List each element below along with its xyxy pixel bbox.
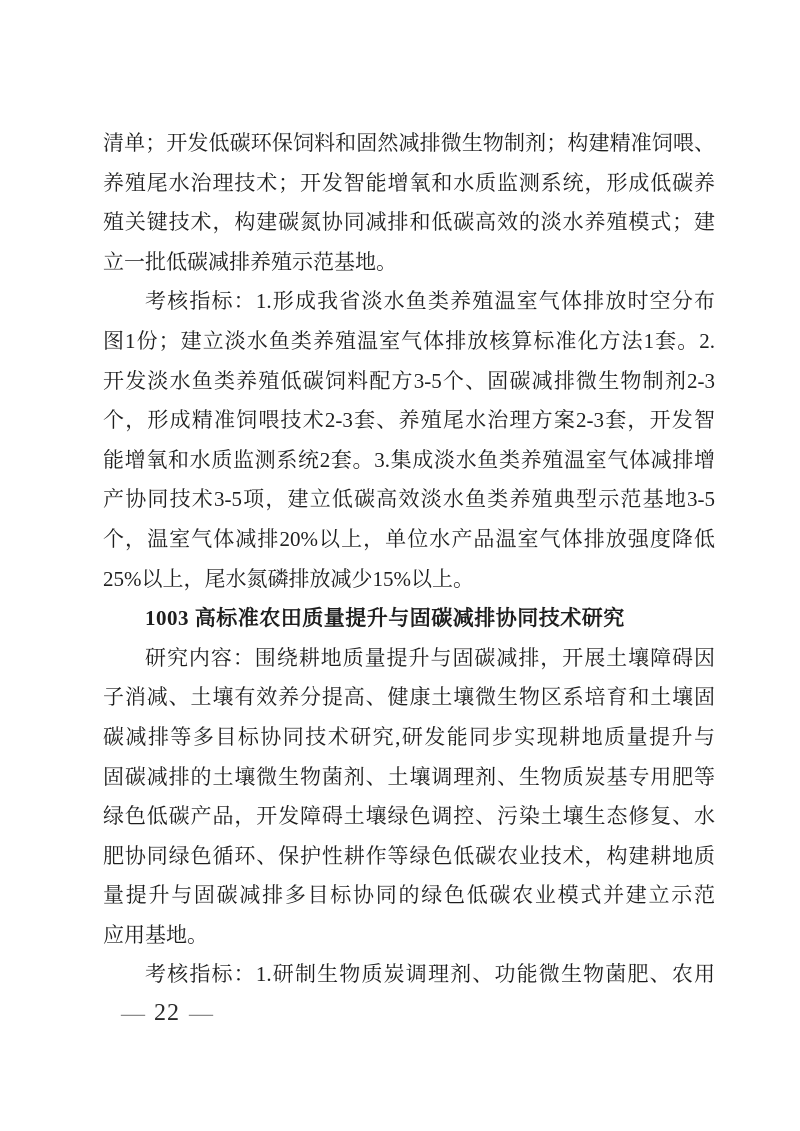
text-line: 应用基地。 [103, 922, 208, 947]
text-line: 产协同技术3-5项，建立低碳高效淡水鱼类养殖典型示范基地3-5 [103, 487, 715, 512]
section-heading: 1003 高标准农田质量提升与固碳减排协同技术研究 [145, 606, 625, 631]
text-line: 肥协同绿色循环、保护性耕作等绿色低碳农业技术，构建耕地质 [103, 843, 715, 868]
text-line: 固碳减排的土壤微生物菌剂、土壤调理剂、生物质炭基专用肥等 [103, 764, 715, 789]
text-line: 清单；开发低碳环保饲料和固然减排微生物制剂；构建精准饲喂、 [103, 131, 715, 155]
page-footer [121, 1000, 213, 1027]
document-body [103, 124, 715, 995]
text-line: 25%以上，尾水氮磷排放减少15%以上。 [103, 566, 474, 591]
text-line: 图1份；建立淡水鱼类养殖温室气体排放核算标准化方法1套。2. [103, 328, 715, 353]
text-line: 绿色低碳产品，开发障碍土壤绿色调控、污染土壤生态修复、水 [103, 804, 715, 829]
footer-dash-right: — [189, 1000, 213, 1027]
text-line: 立一批低碳减排养殖示范基地。 [103, 249, 397, 274]
text-line: 量提升与固碳减排多目标协同的绿色低碳农业模式并建立示范 [103, 883, 715, 908]
text-line: 子消减、土壤有效养分提高、健康土壤微生物区系培育和土壤固 [103, 685, 715, 710]
text-line: 个，温室气体减排20%以上，单位水产品温室气体排放强度降低 [103, 526, 715, 551]
text-line: 研究内容：围绕耕地质量提升与固碳减排，开展土壤障碍因 [145, 645, 715, 670]
text-line: 个，形成精准饲喂技术2-3套、养殖尾水治理方案2-3套，开发智 [103, 408, 715, 433]
text-line: 考核指标：1.研制生物质炭调理剂、功能微生物菌肥、农用 [145, 962, 715, 987]
text-line: 养殖尾水治理技术；开发智能增氧和水质监测系统，形成低碳养 [103, 170, 715, 195]
text-line: 考核指标：1.形成我省淡水鱼类养殖温室气体排放时空分布 [145, 289, 715, 314]
text-line: 能增氧和水质监测系统2套。3.集成淡水鱼类养殖温室气体减排增 [103, 447, 715, 472]
text-line: 碳减排等多目标协同技术研究,研发能同步实现耕地质量提升与 [103, 724, 715, 749]
page-number: 22 [154, 1000, 180, 1026]
text-line: 殖关键技术，构建碳氮协同减排和低碳高效的淡水养殖模式；建 [103, 210, 715, 235]
text-line: 开发淡水鱼类养殖低碳饲料配方3-5个、固碳减排微生物制剂2-3 [103, 368, 715, 393]
footer-dash-left: — [121, 1000, 145, 1027]
